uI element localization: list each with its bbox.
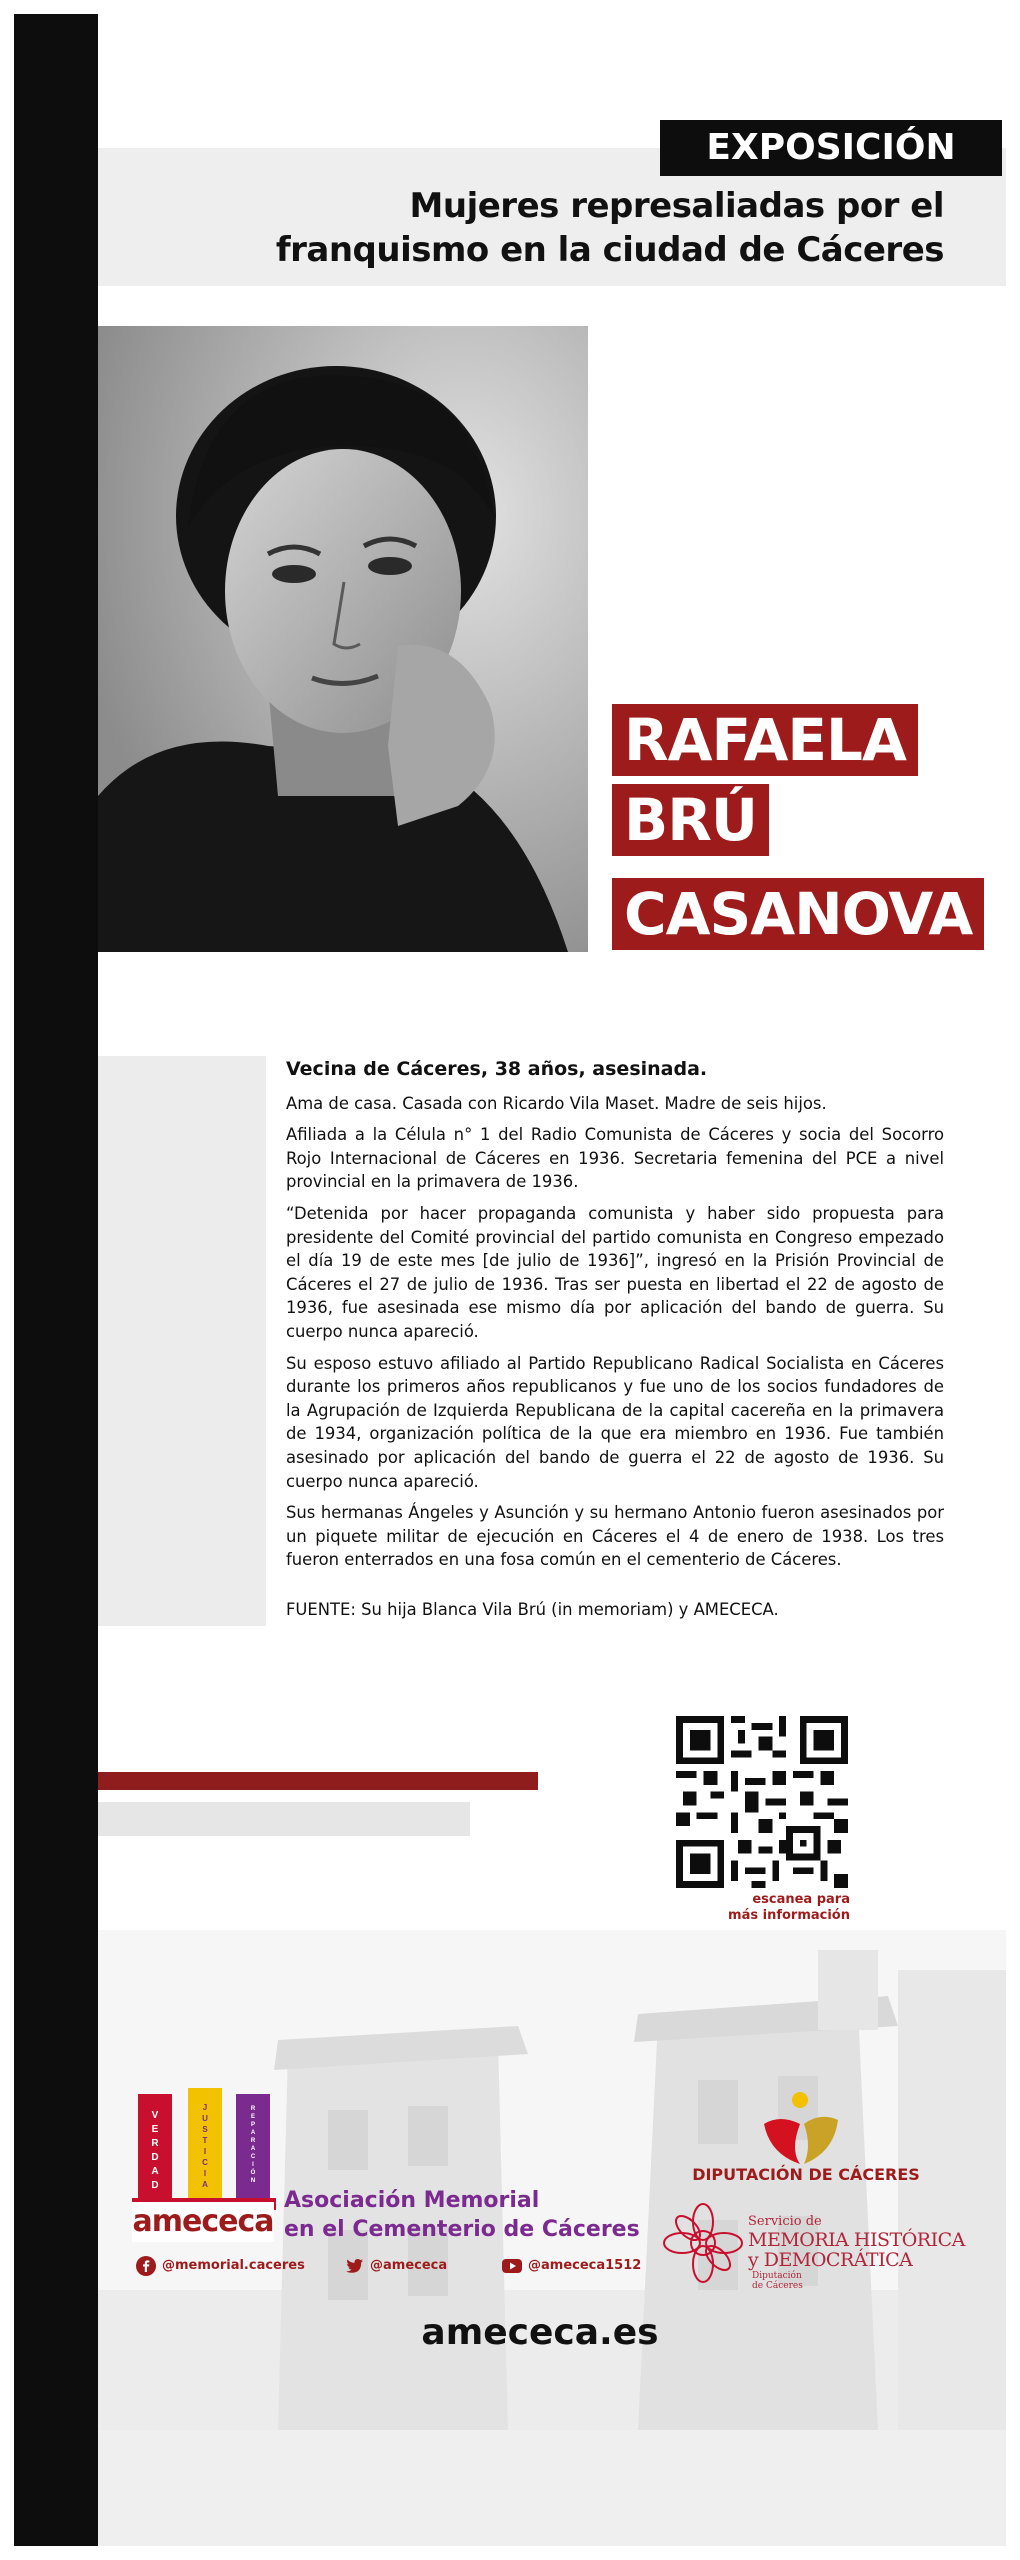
memoria-flower-logo [662, 2202, 744, 2284]
twitter-icon [344, 2256, 364, 2276]
bio-paragraph: Afiliada a la Célula n° 1 del Radio Comunista de Cáceres y socia del Socorro Rojo Internacional de Cáceres en 1936. Secretaria femenina del PCE a nivel provincial en la primavera de 1936. [286, 1125, 944, 1192]
name-first: RAFAELA [612, 704, 918, 776]
association-name-line1: Asociación Memorial [284, 2188, 540, 2213]
diputacion-logo [760, 2090, 842, 2168]
association-name [284, 2186, 684, 2244]
pillar-reparacion-text: R E P A R A C I Ó N [250, 2106, 256, 2184]
name-surname1: BRÚ [612, 784, 769, 856]
amececa-wordmark: amececa [132, 2202, 274, 2242]
bio-paragraph: Ama de casa. Casada con Ricardo Vila Maset. Madre de seis hijos. [286, 1093, 827, 1113]
qr-caption-line1: escanea para [752, 1892, 850, 1907]
memoria-line2: MEMORIA HISTÓRICA [748, 2229, 965, 2251]
exhibition-title-line1: Mujeres represaliadas por el [409, 186, 944, 226]
pillar-verdad-text: V E R D A D [151, 2110, 159, 2191]
bio-lead: Vecina de Cáceres, 38 años, asesinada. [286, 1058, 708, 1080]
biography [286, 1058, 944, 1629]
qr-caption [706, 1892, 850, 1924]
bio-side-band [98, 1056, 266, 1626]
memoria-line3: y DEMOCRÁTICA [748, 2249, 913, 2271]
facebook-icon [136, 2256, 156, 2276]
facebook-link[interactable] [136, 2256, 305, 2276]
memoria-line4: Diputación de Cáceres [752, 2270, 803, 2291]
twitter-handle: @amececa [370, 2258, 448, 2273]
portrait-photo [98, 326, 588, 952]
bio-paragraph: “Detenida por hacer propaganda comunista y haber sido propuesta para presidente del Comité provincial del partido comunista en Congreso empezado el día 19 de este mes [de julio de 1936]”, ingresó en la Prisión Provincial de Cáceres el 27 de julio de 1936. Tras ser puesta en libertad el 22 de agosto de 1936, fue asesinada ese mismo día por aplicación del bando de guerra. Su cuerpo nunca apareció. [286, 1203, 944, 1341]
bio-paragraph: Su esposo estuvo afiliado al Partido Republicano Radical Socialista en Cáceres durante los primeros años republicanos y fue uno de los socios fundadores de la Agrupación de Izquierda Republicana de la capital cacereña en la primavera de 1934, organización política de la que era miembro en 1936. Fue también asesinado por aplicación del bando de guerra el 22 de agosto de 1936. Su cuerpo nunca apareció. [286, 1353, 944, 1491]
portrait-image [98, 326, 588, 952]
twitter-link[interactable] [344, 2256, 447, 2276]
qr-caption-line2: más información [728, 1908, 850, 1923]
association-name-line2: en el Cementerio de Cáceres [284, 2217, 640, 2242]
left-black-strip [14, 14, 98, 2546]
memoria-line1: Servicio de [748, 2214, 822, 2229]
website-link[interactable]: amececa.es [421, 2312, 659, 2353]
exhibition-label: EXPOSICIÓN [660, 120, 1002, 176]
exhibition-title-line2: franquismo en la ciudad de Cáceres [275, 230, 944, 270]
memoria-service-text [748, 2214, 978, 2291]
qr-code[interactable] [676, 1716, 848, 1888]
decorative-grey-bar [98, 1802, 470, 1836]
youtube-link[interactable] [502, 2256, 641, 2276]
pillar-justicia-text: J U S T I C I A [202, 2103, 208, 2189]
bio-source: FUENTE: Su hija Blanca Vila Brú (in memoriam) y AMECECA. [286, 1599, 779, 1619]
youtube-handle: @amececa1512 [528, 2258, 642, 2273]
decorative-red-bar [98, 1772, 538, 1790]
diputacion-name: DIPUTACIÓN DE CÁCERES [692, 2165, 920, 2184]
name-surname2: CASANOVA [612, 878, 984, 950]
facebook-handle: @memorial.caceres [162, 2258, 305, 2273]
youtube-icon [502, 2256, 522, 2276]
bio-paragraph: Sus hermanas Ángeles y Asunción y su hermano Antonio fueron asesinados por un piquete militar de ejecución en Cáceres el 4 de enero de 1938. Los tres fueron enterrados en una fosa común en el cementerio de Cáceres. [286, 1503, 944, 1570]
exhibition-title [224, 184, 944, 272]
